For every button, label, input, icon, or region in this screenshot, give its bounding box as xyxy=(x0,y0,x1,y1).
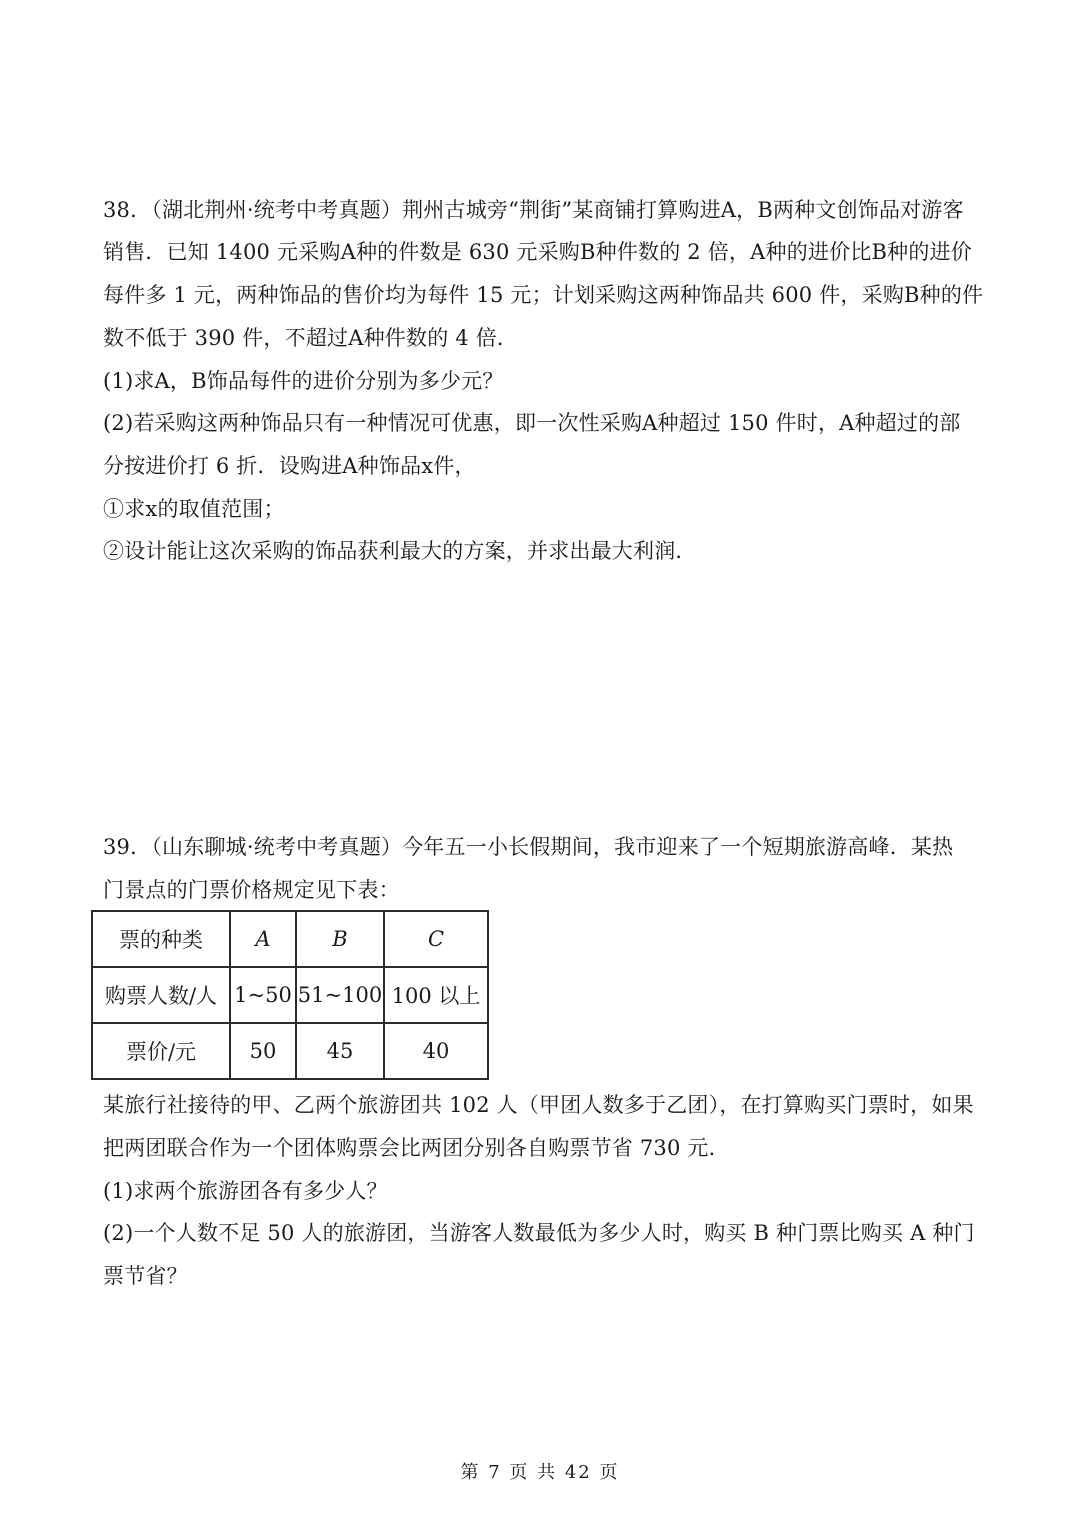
q39-part-1: (1)求两个旅游团各有多少人？ xyxy=(103,1179,388,1203)
table-cell: 40 xyxy=(384,1023,488,1079)
table-cell: B xyxy=(296,911,384,967)
table-cell: 1~50 xyxy=(230,967,296,1023)
q38-line-2: 销售．已知 1400 元采购A种的件数是 630 元采购B种件数的 2 倍，A种的进价比B种的进价 xyxy=(103,240,972,264)
q38-line-3: 每件多 1 元，两种饰品的售价均为每件 15 元；计划采购这两种饰品共 600 件，采购B种的件 xyxy=(103,283,984,307)
table-cell: A xyxy=(230,911,296,967)
ticket-price-table-wrap xyxy=(91,910,489,1080)
table-cell: 50 xyxy=(230,1023,296,1079)
table-cell: 100 以上 xyxy=(384,967,488,1023)
q38-line-1: 38．（湖北荆州·统考中考真题）荆州古城旁“荆街”某商铺打算购进A，B两种文创饰品对游客 xyxy=(103,198,964,222)
q38-subpart-2: ②设计能让这次采购的饰品获利最大的方案，并求出最大利润． xyxy=(103,539,697,563)
q39-part-2-line-2: 票节省？ xyxy=(103,1264,188,1288)
page-number-footer: 第 7 页 共 42 页 xyxy=(460,1462,620,1483)
q38-part-2-line-1: (2)若采购这两种饰品只有一种情况可优惠，即一次性采购A种超过 150 件时，A种超过的部 xyxy=(103,411,961,435)
q38-line-4: 数不低于 390 件，不超过A种件数的 4 倍． xyxy=(103,326,519,350)
q39-intro-line-2: 门景点的门票价格规定见下表： xyxy=(103,878,400,902)
q38-part-1: (1)求A，B饰品每件的进价分别为多少元？ xyxy=(103,369,504,393)
q39-intro-line-1: 39．（山东聊城·统考中考真题）今年五一小长假期间，我市迎来了一个短期旅游高峰．某热 xyxy=(103,835,954,859)
q38-part-2-line-2: 分按进价打 6 折．设购进A种饰品x件， xyxy=(103,454,476,478)
table-cell: 51~100 xyxy=(296,967,384,1023)
table-row xyxy=(92,967,488,1023)
q38-subpart-1: ①求x的取值范围； xyxy=(103,497,285,521)
q39-body-line-2: 把两团联合作为一个团体购票会比两团分别各自购票节省 730 元． xyxy=(103,1136,730,1160)
q39-part-2-line-1: (2)一个人数不足 50 人的旅游团，当游客人数最低为多少人时，购买 B 种门票比购买 A 种门 xyxy=(103,1221,975,1245)
table-cell: 票的种类 xyxy=(92,911,230,967)
table-cell: 票价/元 xyxy=(92,1023,230,1079)
ticket-price-table xyxy=(91,910,489,1080)
table-row xyxy=(92,911,488,967)
table-row xyxy=(92,1023,488,1079)
table-cell: 45 xyxy=(296,1023,384,1079)
q39-body-line-1: 某旅行社接待的甲、乙两个旅游团共 102 人（甲团人数多于乙团），在打算购买门票时，如果 xyxy=(103,1093,974,1117)
table-cell: C xyxy=(384,911,488,967)
table-cell: 购票人数/人 xyxy=(92,967,230,1023)
